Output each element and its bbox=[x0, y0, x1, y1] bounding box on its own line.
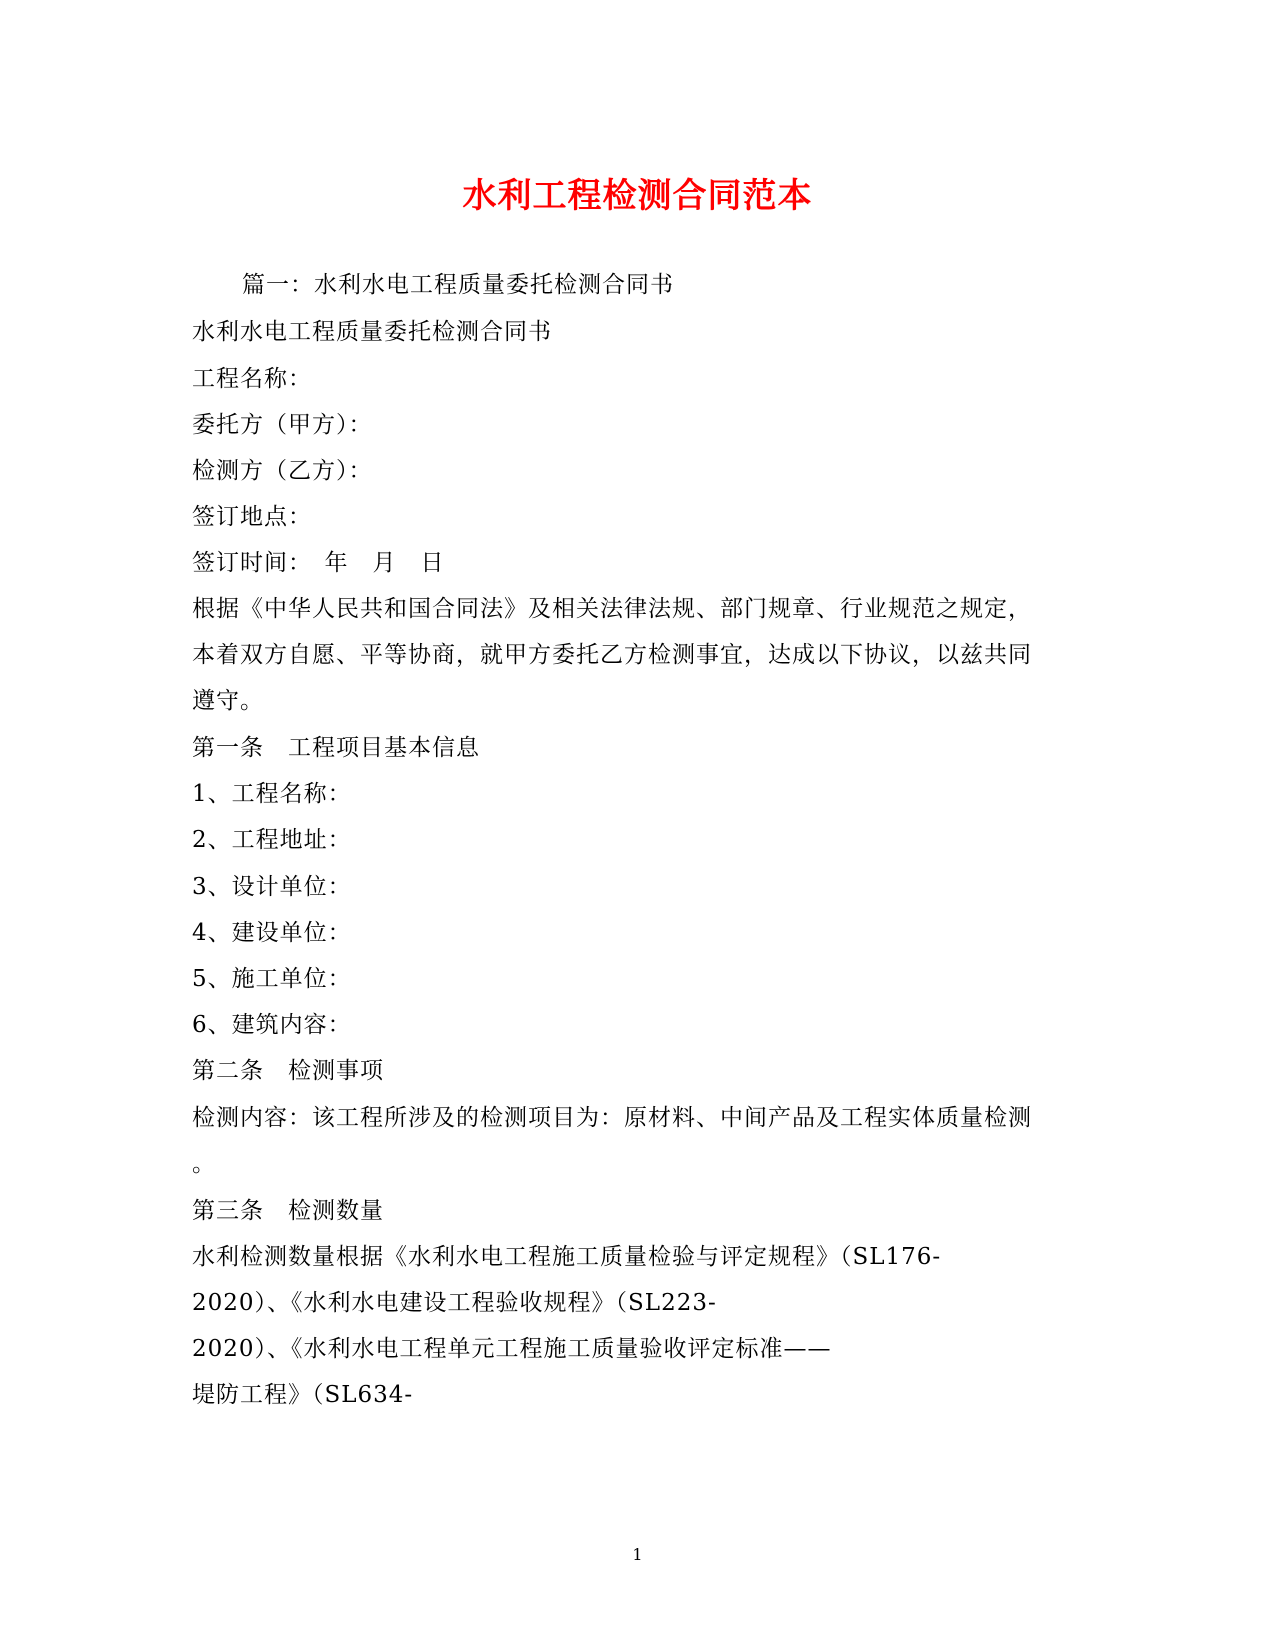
article-1-heading: 第一条 工程项目基本信息 bbox=[192, 735, 480, 761]
test-content-end: 。 bbox=[192, 1151, 216, 1177]
list-item: 3、设计单位： bbox=[192, 874, 352, 900]
list-item: 6、建筑内容： bbox=[192, 1012, 352, 1038]
preamble-line-2: 本着双方自愿、平等协商，就甲方委托乙方检测事宜，达成以下协议，以兹共同 bbox=[192, 642, 1032, 668]
quantity-line-3: 2020）、《水利水电工程单元工程施工质量验收评定标准—— bbox=[192, 1336, 832, 1362]
article-2-heading: 第二条 检测事项 bbox=[192, 1058, 384, 1084]
page-number: 1 bbox=[632, 1545, 643, 1564]
preamble-line-3: 遵守。 bbox=[192, 688, 264, 714]
signing-date-field: 签订时间： 年 月 日 bbox=[192, 550, 445, 576]
quantity-line-2: 2020）、《水利水电建设工程验收规程》（SL223- bbox=[192, 1290, 717, 1316]
list-item: 1、工程名称： bbox=[192, 781, 352, 807]
preamble-line-1: 根据《中华人民共和国合同法》及相关法律法规、部门规章、行业规范之规定， bbox=[192, 596, 1032, 622]
quantity-line-1: 水利检测数量根据《水利水电工程施工质量检验与评定规程》（SL176- bbox=[192, 1244, 942, 1270]
article-3-heading: 第三条 检测数量 bbox=[192, 1198, 384, 1224]
list-item: 2、工程地址： bbox=[192, 827, 352, 853]
section-heading: 篇一：水利水电工程质量委托检测合同书 bbox=[242, 272, 674, 298]
document-title: 水利工程检测合同范本 bbox=[462, 176, 813, 216]
list-item: 4、建设单位： bbox=[192, 920, 352, 946]
signing-place-field: 签订地点： bbox=[192, 504, 312, 530]
list-item: 5、施工单位： bbox=[192, 966, 352, 992]
project-name-field: 工程名称： bbox=[192, 366, 312, 392]
testing-party-field: 检测方（乙方）： bbox=[192, 458, 373, 484]
quantity-line-4: 堤防工程》（SL634- bbox=[192, 1382, 414, 1408]
client-party-field: 委托方（甲方）： bbox=[192, 412, 373, 438]
contract-heading: 水利水电工程质量委托检测合同书 bbox=[192, 319, 552, 345]
test-content-line: 检测内容：该工程所涉及的检测项目为：原材料、中间产品及工程实体质量检测 bbox=[192, 1105, 1032, 1131]
